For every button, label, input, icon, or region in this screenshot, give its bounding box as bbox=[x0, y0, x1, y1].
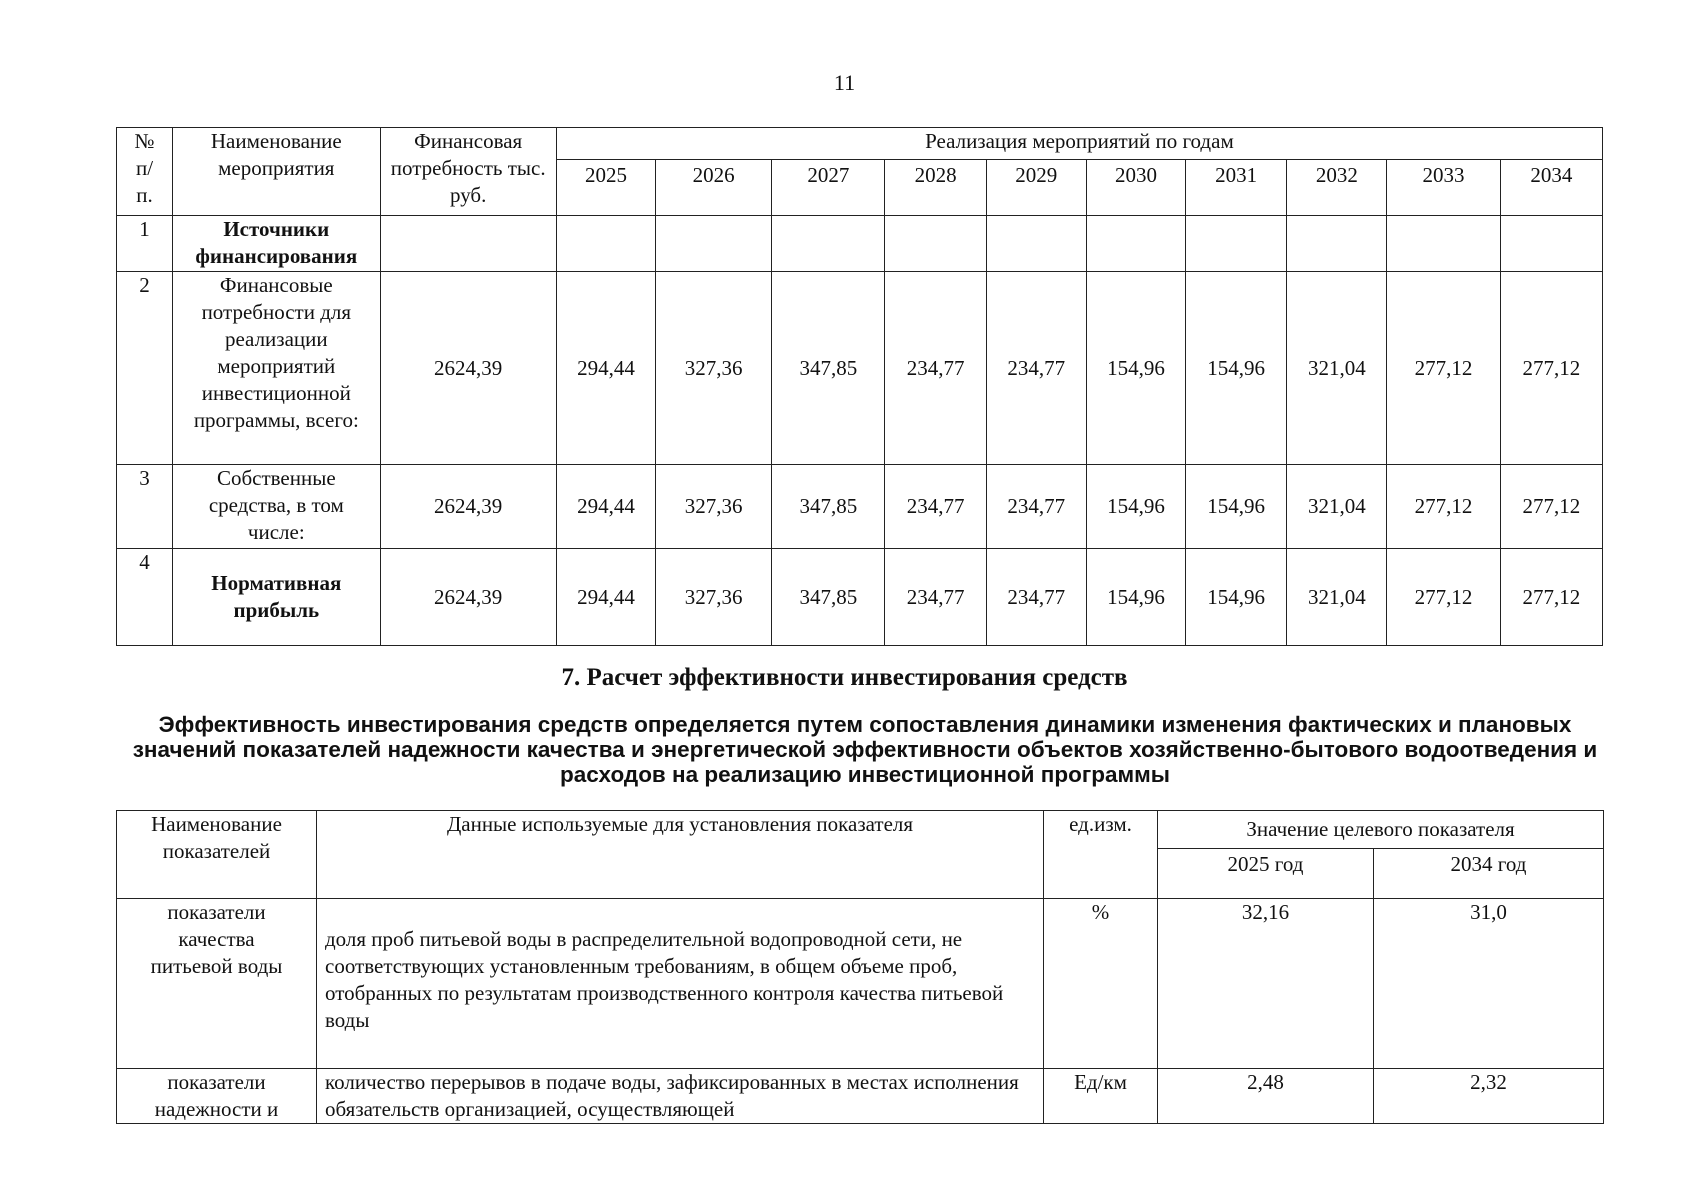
col-header-target: Значение целевого показателя bbox=[1158, 811, 1604, 849]
indicator-name: показатели качества питьевой воды bbox=[117, 899, 317, 1069]
row-num: 3 bbox=[117, 465, 173, 549]
col-header-year: 2033 bbox=[1387, 160, 1500, 216]
row-num: 2 bbox=[117, 272, 173, 465]
year-value bbox=[1186, 216, 1287, 272]
year-value: 234,77 bbox=[986, 549, 1086, 646]
row-name: Финансовые потребности для реализации мероприятий инвестиционной программы, всего: bbox=[173, 272, 380, 465]
table-row bbox=[117, 216, 1603, 272]
year-value: 321,04 bbox=[1287, 465, 1387, 549]
col-header-data: Данные используемые для установления показателя bbox=[317, 811, 1044, 899]
row-total: 2624,39 bbox=[380, 549, 556, 646]
year-value: 234,77 bbox=[986, 272, 1086, 465]
col-header-num: № п/ п. bbox=[117, 128, 173, 216]
year-value: 234,77 bbox=[986, 465, 1086, 549]
year-value: 277,12 bbox=[1500, 465, 1602, 549]
year-value: 321,04 bbox=[1287, 272, 1387, 465]
row-name: Нормативная прибыль bbox=[173, 549, 380, 646]
indicator-description: доля проб питьевой воды в распределительной водопроводной сети, не соответствующих установленным требованиям, в общем объеме проб, отобранных по результатам производственного контроля качества питьевой воды bbox=[317, 899, 1044, 1069]
year-value: 277,12 bbox=[1387, 549, 1500, 646]
table-row bbox=[117, 272, 1603, 465]
year-value: 234,77 bbox=[885, 272, 986, 465]
indicator-value-2034: 2,32 bbox=[1374, 1069, 1604, 1124]
row-name: Источники финансирования bbox=[173, 216, 380, 272]
indicator-value-2034: 31,0 bbox=[1374, 899, 1604, 1069]
year-value: 294,44 bbox=[556, 272, 655, 465]
col-header-name: Наименование мероприятия bbox=[173, 128, 380, 216]
col-header-indicator-name: Наименование показателей bbox=[117, 811, 317, 899]
year-value: 327,36 bbox=[656, 272, 772, 465]
year-value: 234,77 bbox=[885, 465, 986, 549]
efficiency-table bbox=[116, 810, 1604, 1124]
page-number: 11 bbox=[833, 70, 856, 95]
year-value bbox=[986, 216, 1086, 272]
col-header-year-2034: 2034 год bbox=[1374, 849, 1604, 899]
row-num: 1 bbox=[117, 216, 173, 272]
row-total bbox=[380, 216, 556, 272]
year-value bbox=[656, 216, 772, 272]
indicator-name: показатели надежности и bbox=[117, 1069, 317, 1124]
year-value: 277,12 bbox=[1387, 272, 1500, 465]
year-value: 327,36 bbox=[656, 465, 772, 549]
year-value bbox=[556, 216, 655, 272]
table-row bbox=[117, 465, 1603, 549]
row-num: 4 bbox=[117, 549, 173, 646]
year-value bbox=[1387, 216, 1500, 272]
year-value: 154,96 bbox=[1086, 272, 1185, 465]
col-header-year: 2030 bbox=[1086, 160, 1185, 216]
indicator-unit: Ед/км bbox=[1044, 1069, 1158, 1124]
col-header-year: 2028 bbox=[885, 160, 986, 216]
year-value bbox=[885, 216, 986, 272]
intro-paragraph: Эффективность инвестирования средств определяется путем сопоставления динамики изменения фактических и плановых значений показателей надежности качества и энергетической эффективности объектов хозяйственно-бытового водоотведения и расходов на реализацию инвестиционной программы bbox=[132, 712, 1598, 787]
year-value: 234,77 bbox=[885, 549, 986, 646]
row-total: 2624,39 bbox=[380, 272, 556, 465]
year-value: 154,96 bbox=[1186, 272, 1287, 465]
year-value bbox=[1086, 216, 1185, 272]
year-value bbox=[772, 216, 885, 272]
col-header-finance: Финансовая потребность тыс. руб. bbox=[380, 128, 556, 216]
financing-table bbox=[116, 127, 1603, 646]
section-title: 7. Расчет эффективности инвестирования средств bbox=[561, 664, 1128, 691]
year-value: 294,44 bbox=[556, 549, 655, 646]
year-value bbox=[1500, 216, 1602, 272]
col-header-year: 2032 bbox=[1287, 160, 1387, 216]
table-row bbox=[117, 1069, 1604, 1124]
indicator-description: количество перерывов в подаче воды, зафиксированных в местах исполнения обязательств организацией, осуществляющей bbox=[317, 1069, 1044, 1124]
year-value: 347,85 bbox=[772, 272, 885, 465]
col-header-year: 2029 bbox=[986, 160, 1086, 216]
year-value: 277,12 bbox=[1500, 549, 1602, 646]
col-header-year-2025: 2025 год bbox=[1158, 849, 1374, 899]
table-row bbox=[117, 899, 1604, 1069]
year-value: 347,85 bbox=[772, 549, 885, 646]
indicator-value-2025: 2,48 bbox=[1158, 1069, 1374, 1124]
table-row bbox=[117, 549, 1603, 646]
year-value: 294,44 bbox=[556, 465, 655, 549]
col-header-unit: ед.изм. bbox=[1044, 811, 1158, 899]
col-header-year: 2026 bbox=[656, 160, 772, 216]
indicator-unit: % bbox=[1044, 899, 1158, 1069]
year-value: 347,85 bbox=[772, 465, 885, 549]
row-total: 2624,39 bbox=[380, 465, 556, 549]
row-name: Собственные средства, в том числе: bbox=[173, 465, 380, 549]
year-value: 277,12 bbox=[1387, 465, 1500, 549]
col-header-year: 2034 bbox=[1500, 160, 1602, 216]
year-value: 154,96 bbox=[1086, 465, 1185, 549]
col-header-year: 2025 bbox=[556, 160, 655, 216]
year-value: 154,96 bbox=[1186, 465, 1287, 549]
year-value: 154,96 bbox=[1186, 549, 1287, 646]
year-value: 277,12 bbox=[1500, 272, 1602, 465]
indicator-value-2025: 32,16 bbox=[1158, 899, 1374, 1069]
year-value: 321,04 bbox=[1287, 549, 1387, 646]
year-value: 154,96 bbox=[1086, 549, 1185, 646]
year-value: 327,36 bbox=[656, 549, 772, 646]
col-header-year: 2027 bbox=[772, 160, 885, 216]
col-header-year: 2031 bbox=[1186, 160, 1287, 216]
col-header-years-group: Реализация мероприятий по годам bbox=[556, 128, 1602, 160]
year-value bbox=[1287, 216, 1387, 272]
